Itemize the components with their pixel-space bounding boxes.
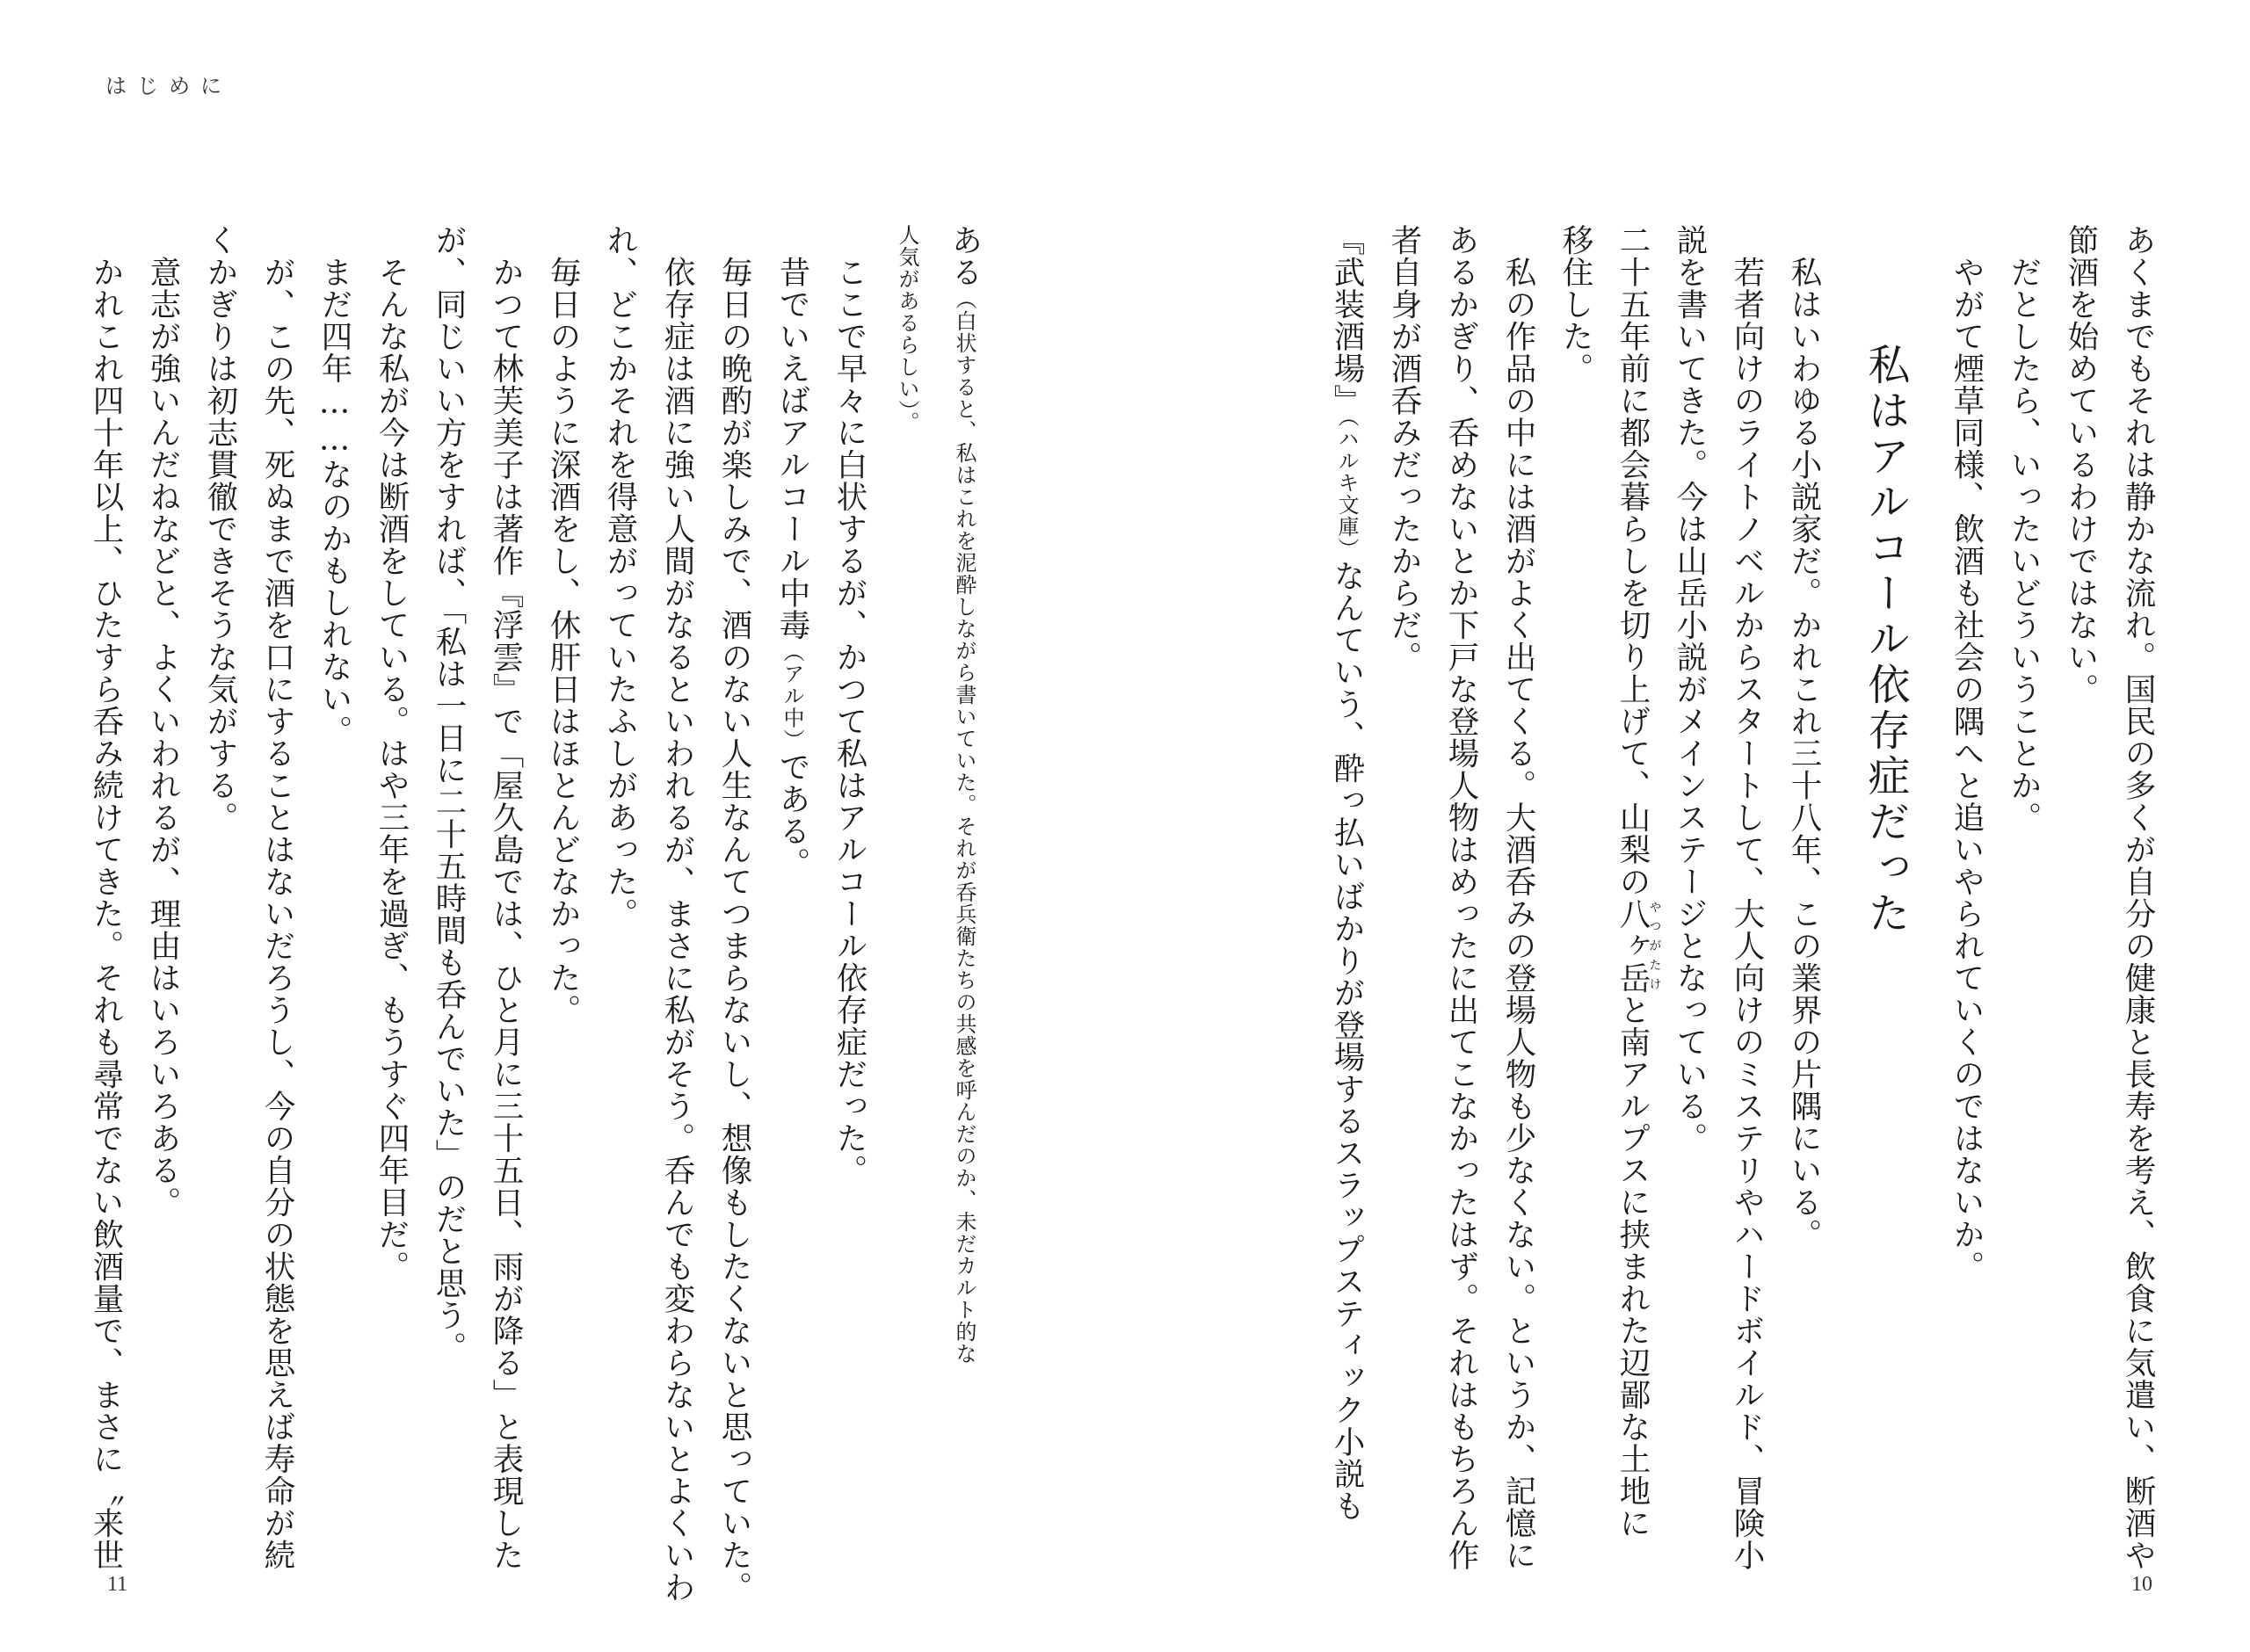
text-line: そんな私が今は断酒をしている。はや三年を過ぎ、もうすぐ四年目だ。 xyxy=(374,224,410,1283)
ruby-text: やつがたけ xyxy=(1647,897,1662,994)
text-line: あるかぎり、呑めないとか下戸な登場人物はめったに出てこなかったはず。それはもちろん作 xyxy=(1443,224,1479,1571)
publisher-note: （ハルキ文庫） xyxy=(1334,417,1359,560)
page-number-right: 10 xyxy=(2131,1573,2152,1596)
text-line: まだ四年……なのかもしれない。 xyxy=(316,224,352,747)
text-line: 移住した。 xyxy=(1557,224,1593,385)
aside-note: （白状すると、私はこれを泥酔しながら書いていた。それが呑兵衛たちの共感を呼んだのか、未だカルト的な xyxy=(952,288,976,1365)
text-segment: と南アルプスに挟まれた辺鄙な土地に xyxy=(1615,994,1651,1540)
text-line: 私はいわゆる小説家だ。かれこれ三十八年、この業界の片隅にいる。 xyxy=(1786,224,1822,1250)
book-title: 『武装酒場』 xyxy=(1329,224,1365,417)
text-line: 若者向けのライトノベルからスタートして、大人向けのミステリやハードボイルド、冒険小 xyxy=(1729,224,1765,1571)
text-line: 者自身が酒呑みだったからだ。 xyxy=(1386,224,1422,673)
text-segment: である。 xyxy=(774,750,810,880)
text-segment: なんていう、酔っ払いばかりが登場するスラップスティック小説も xyxy=(1329,560,1365,1522)
text-line: だとしたら、いったいどういうことか。 xyxy=(2006,224,2042,834)
text-line: 節酒を始めているわけではない。 xyxy=(2063,224,2099,706)
text-line: くかぎりは初志貫徹できそうな気がする。 xyxy=(202,224,238,834)
text-line-busou xyxy=(1317,224,1375,1522)
page-number-left: 11 xyxy=(107,1573,128,1596)
text-line: 説を書いてきた。今は山岳小説がメインステージとなっている。 xyxy=(1672,224,1708,1155)
text-line: 毎日のように深酒をし、休肝日はほとんどなかった。 xyxy=(545,224,581,1026)
text-line: かつて林芙美子は著作『浮雲』で「屋久島では、ひと月に三十五日、雨が降る」と表現した xyxy=(488,224,524,1571)
right-page-text xyxy=(1147,224,2167,1571)
text-segment: ある xyxy=(947,224,983,288)
text-line: 依存症は酒に強い人間がなるといわれるが、まさに私がそう。呑んでも変わらないとよくいわ xyxy=(659,224,695,1604)
alchu-note: （アル中） xyxy=(780,641,804,751)
text-line: が、同じいい方をすれば、「私は一日に二十五時間も呑んでいた」のだと思う。 xyxy=(431,224,467,1364)
text-line: かれこれ四十年以上、ひたすら呑み続けてきた。それも尋常でない飲酒量で、まさに〝来世 xyxy=(88,224,124,1571)
text-line: 私の作品の中には酒がよく出てくる。大酒呑みの登場人物も少なくない。というか、記憶に xyxy=(1500,224,1536,1571)
text-line: れ、どこかそれを得意がっていたふしがあった。 xyxy=(602,224,638,930)
text-line: あくまでもそれは静かな流れ。国民の多くが自分の健康と長寿を考え、飲食に気遣い、断酒や xyxy=(2120,224,2156,1571)
text-line: が、この先、死ぬまで酒を口にすることはないだろうし、今の自分の状態を思えば寿命が続 xyxy=(259,224,295,1571)
text-segment: 二十五年前に都会暮らしを切り上げて、山梨の xyxy=(1615,224,1651,898)
text-line: 意志が強いんだねなどと、よくいわれるが、理由はいろいろある。 xyxy=(145,224,181,1219)
text-line: やがて煙草同様、飲酒も社会の隅へと追いやられていくのではないか。 xyxy=(1949,224,1985,1283)
text-line: 毎日の晩酌が楽しみで、酒のない人生なんてつまらないし、想像もしたくないと思っていた。 xyxy=(716,224,752,1604)
section-heading: 私はアルコール依存症だった xyxy=(1861,343,1910,937)
running-head: はじめに xyxy=(105,74,232,98)
aside-note-continuation: 人気があるらしい）。 xyxy=(895,224,919,433)
text-line: ここで早々に白状するが、かつて私はアルコール依存症だった。 xyxy=(831,224,867,1186)
ruby-yatsugatake xyxy=(1615,897,1662,995)
text-line-yatsugatake xyxy=(1604,224,1662,1540)
text-segment: 昔でいえばアルコール中毒 xyxy=(774,224,810,641)
text-line-aru xyxy=(935,224,993,1507)
ruby-base: 八ヶ岳 xyxy=(1615,897,1651,994)
text-line-alchu xyxy=(763,224,821,1507)
